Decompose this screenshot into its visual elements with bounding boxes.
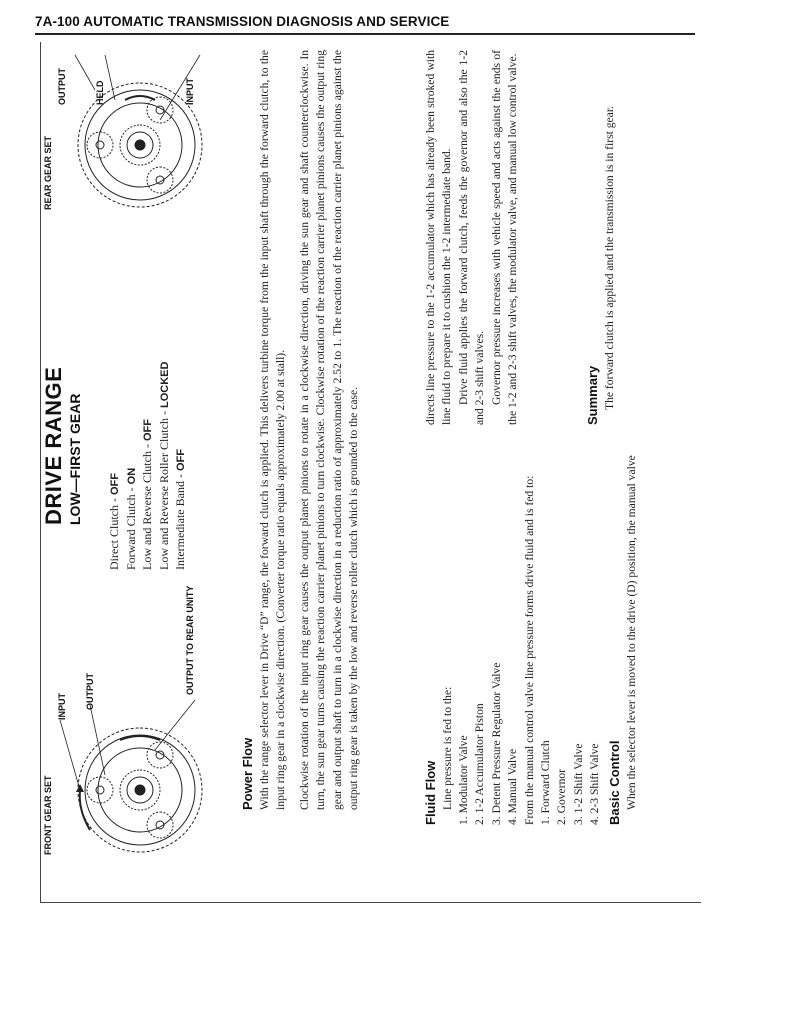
clutch-state: OFF — [175, 449, 187, 472]
right-column-paragraph-3: Governor pressure increases with vehicle speed and acts against the ends of the 1-2 and 2-3 shift valves, the modulator valve, and manual low control valve. — [490, 50, 520, 425]
front-input-label: INPUT — [57, 693, 67, 720]
fluid-flow-from-manual: From the manual control valve line pressure forms drive fluid and is fed to: — [523, 475, 536, 825]
front-gear-set-title: FRONT GEAR SET — [43, 775, 53, 855]
front-output-to-rear-label: OUTPUT TO REAR UNITY — [185, 585, 195, 695]
header-rule — [35, 33, 695, 35]
page-header: 7A-100 AUTOMATIC TRANSMISSION DIAGNOSIS AND SERVICE — [35, 14, 450, 29]
power-flow-paragraph-1: With the range selector lever in Drive “D” range, the forward clutch is applied. This delivers turbine torque from the input shaft through the forward clutch, to the input ring gear in a clockwise direction. (Converter torque ratio equals approximately 2.00 at stall). — [258, 50, 288, 810]
clutch-row — [124, 362, 141, 570]
line-pressure-list — [456, 663, 522, 825]
drive-range-title: DRIVE RANGE — [41, 366, 66, 525]
clutch-name: Direct Clutch - — [107, 495, 121, 570]
front-gear-set-diagram — [60, 670, 210, 870]
rear-input-label: INPUT — [185, 78, 195, 105]
summary-title: Summary — [585, 365, 600, 425]
summary-text: The forward clutch is applied and the transmission is in first gear. — [603, 106, 616, 410]
list-item: 2. 1-2 Accumulator Piston — [473, 703, 487, 825]
clutch-state: OFF — [142, 419, 154, 442]
list-item: 2. Governor — [555, 768, 569, 825]
power-flow-title: Power Flow — [240, 737, 255, 810]
clutch-name: Low and Reverse Clutch - — [140, 441, 154, 570]
clutch-state: LOCKED — [158, 361, 171, 409]
clutch-status-list — [107, 362, 190, 570]
rear-held-label: HELD — [95, 80, 105, 105]
basic-control-title: Basic Control — [607, 740, 622, 825]
fluid-flow-title: Fluid Flow — [423, 760, 438, 825]
list-item: 3. Detent Pressure Regulator Valve — [489, 662, 503, 825]
list-item: 4. 2-3 Shift Valve — [588, 743, 602, 825]
clutch-state: OFF — [109, 473, 121, 496]
clutch-state: ON — [125, 467, 138, 485]
clutch-name: Forward Clutch - — [123, 484, 138, 570]
list-item: 3. 1-2 Shift Valve — [571, 743, 585, 825]
basic-control-paragraph: When the selector lever is moved to the drive (D) position, the manual valve — [625, 455, 638, 810]
clutch-row — [157, 362, 174, 570]
right-column-paragraph-2: Drive fluid applies the forward clutch, feeds the governor and also the 1-2 and 2-3 shift valves. — [457, 50, 487, 425]
rear-gear-set-title: REAR GEAR SET — [43, 135, 53, 210]
list-item: 1. Modulator Valve — [457, 735, 470, 825]
rotated-page — [35, 40, 695, 900]
rear-gear-set-diagram — [60, 50, 210, 230]
clutch-row — [107, 362, 124, 570]
clutch-row — [140, 362, 157, 570]
right-column-paragraph-1: directs line pressure to the 1-2 accumulator which has already been stroked with line fluid to prepare it to cushion the 1-2 intermediate band. — [424, 50, 454, 425]
list-item: 1. Forward Clutch — [539, 740, 552, 825]
rear-output-label: OUTPUT — [57, 68, 67, 105]
fluid-flow-intro: Line pressure is fed to the: — [441, 686, 454, 810]
front-output-label: OUTPUT — [85, 673, 95, 710]
list-item: 4. Manual Valve — [506, 748, 520, 825]
clutch-name: Low and Reverse Roller Clutch - — [156, 408, 171, 570]
clutch-row — [173, 362, 190, 570]
drive-range-subtitle: LOW—FIRST GEAR — [67, 393, 83, 525]
power-flow-paragraph-2: Clockwise rotation of the input ring gear causes the output planet pinions to rotate in a clockwise direction, driving the sun gear and shaft counterclockwise. In turn, the sun gear turns causing the reaction carrier planet pinions to turn clockwise. Clockwise rotation of the reaction carrier planet pinions causes the output ring gear and output shaft to turn in a clockwise direction in a reduction ratio of approximately 2.52 to 1. The reaction of the reaction carrier planet pinions against the output ring gear is taken by the low and reverse roller clutch which is grounded to the case. — [298, 50, 361, 810]
drive-fluid-list — [538, 740, 604, 825]
clutch-name: Intermediate Band - — [173, 471, 187, 570]
